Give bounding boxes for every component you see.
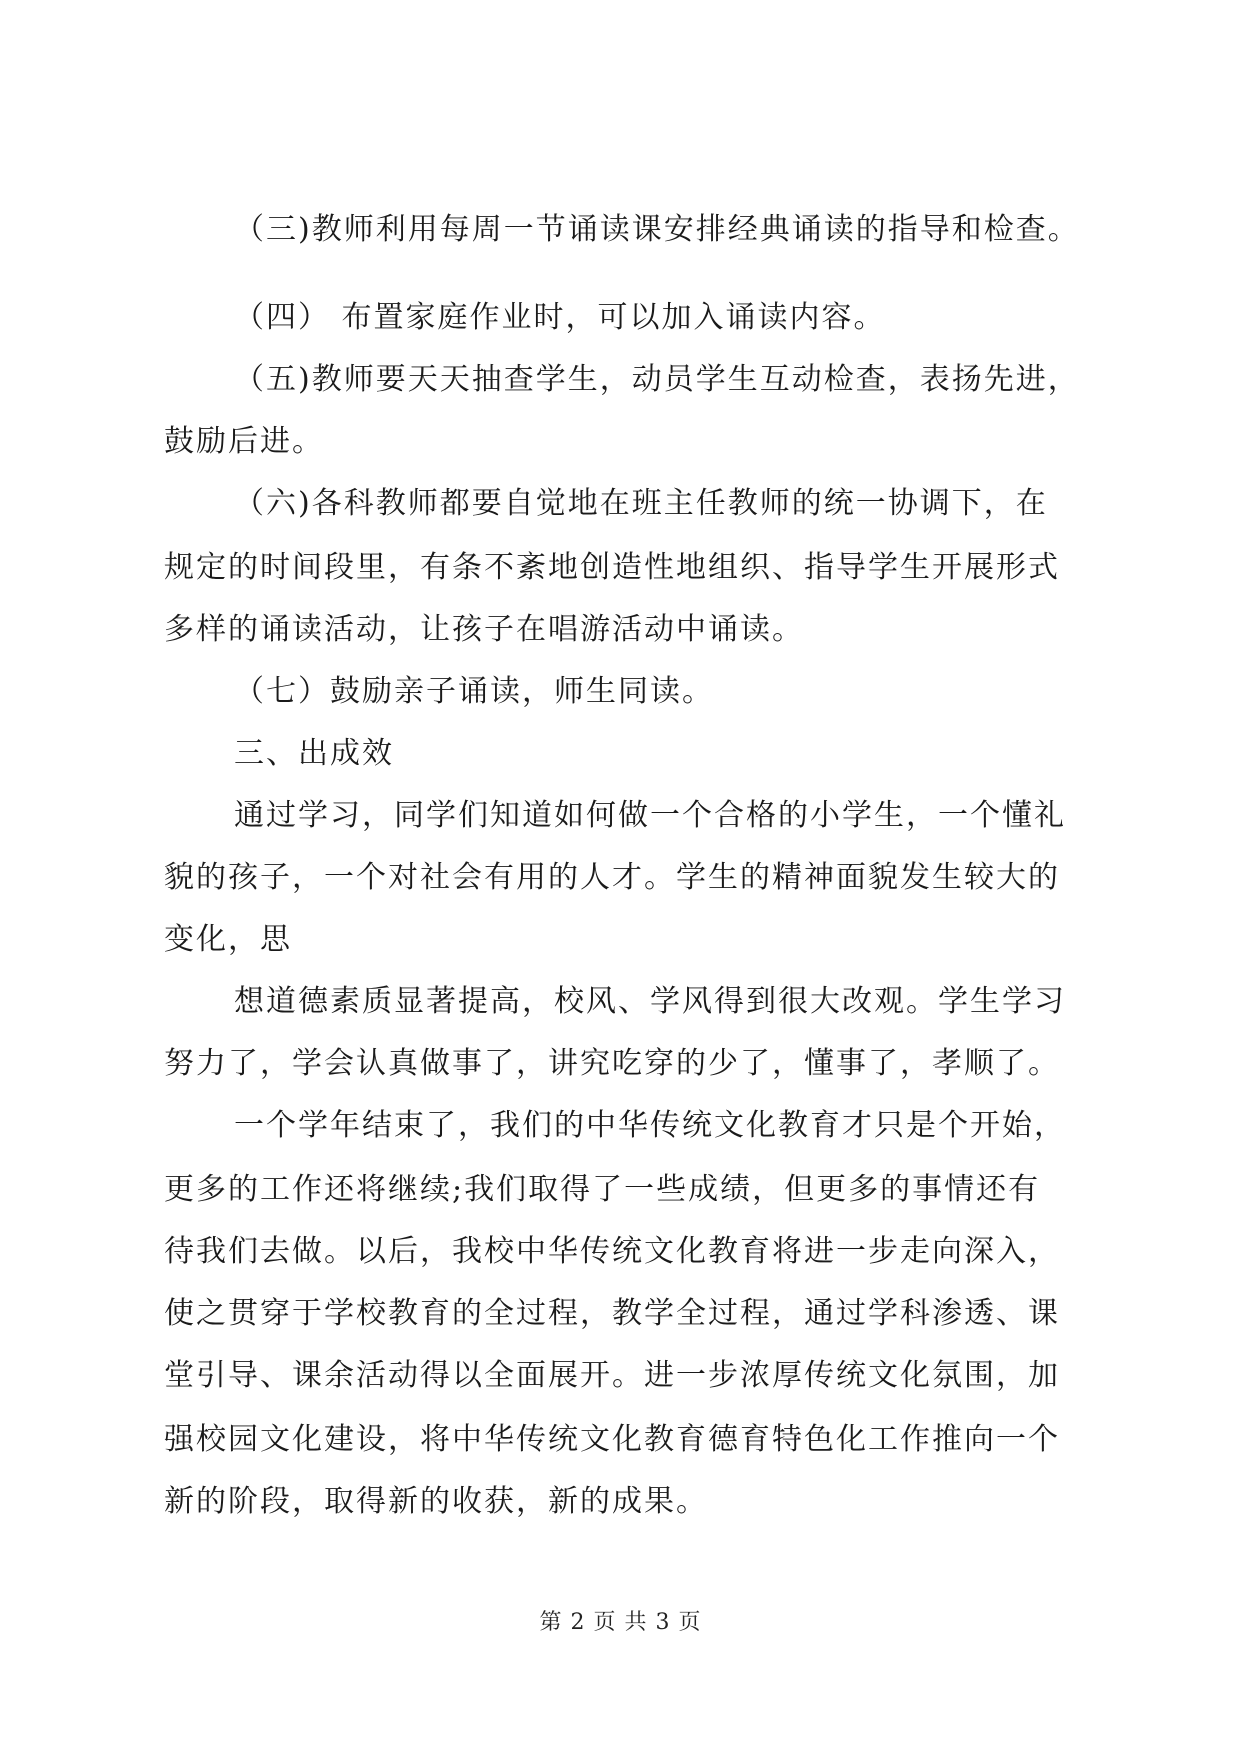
paragraph-item-6-line-2: 规定的时间段里，有条不紊地创造性地组织、指导学生开展形式 xyxy=(164,550,1060,585)
paragraph-results-line-3: 变化，思 xyxy=(164,922,292,957)
paragraph-item-5-line-1: （五)教师要天天抽查学生，动员学生互动检查，表扬先进， xyxy=(234,362,1080,397)
paragraph-conclusion-line-1: 一个学年结束了，我们的中华传统文化教育才只是个开始， xyxy=(234,1108,1066,1143)
paragraph-item-7: （七）鼓励亲子诵读，师生同读。 xyxy=(234,674,714,709)
paragraph-morals-line-1: 想道德素质显著提高，校风、学风得到很大改观。学生学习 xyxy=(234,984,1066,1019)
paragraph-item-5-line-2: 鼓励后进。 xyxy=(164,424,324,459)
paragraph-results-line-2: 貌的孩子，一个对社会有用的人才。学生的精神面貌发生较大的 xyxy=(164,860,1060,895)
section-heading: 三、出成效 xyxy=(234,736,394,771)
paragraph-item-6-line-1: （六)各科教师都要自觉地在班主任教师的统一协调下，在 xyxy=(234,486,1048,521)
page-number-footer: 第 2 页 共 3 页 xyxy=(539,1610,702,1635)
paragraph-conclusion-line-7: 新的阶段，取得新的收获，新的成果。 xyxy=(164,1484,708,1519)
paragraph-item-4: （四） 布置家庭作业时，可以加入诵读内容。 xyxy=(234,300,886,335)
paragraph-conclusion-line-4: 使之贯穿于学校教育的全过程，教学全过程，通过学科渗透、课 xyxy=(164,1296,1060,1331)
paragraph-results-line-1: 通过学习，同学们知道如何做一个合格的小学生，一个懂礼 xyxy=(234,798,1066,833)
paragraph-conclusion-line-3: 待我们去做。以后，我校中华传统文化教育将进一步走向深入， xyxy=(164,1234,1060,1269)
paragraph-conclusion-line-2: 更多的工作还将继续;我们取得了一些成绩，但更多的事情还有 xyxy=(164,1172,1041,1207)
paragraph-item-3: （三)教师利用每周一节诵读课安排经典诵读的指导和检查。 xyxy=(234,212,1080,247)
paragraph-item-6-line-3: 多样的诵读活动，让孩子在唱游活动中诵读。 xyxy=(164,612,804,647)
paragraph-morals-line-2: 努力了，学会认真做事了，讲究吃穿的少了，懂事了，孝顺了。 xyxy=(164,1046,1060,1081)
paragraph-conclusion-line-5: 堂引导、课余活动得以全面展开。进一步浓厚传统文化氛围，加 xyxy=(164,1358,1060,1393)
paragraph-conclusion-line-6: 强校园文化建设，将中华传统文化教育德育特色化工作推向一个 xyxy=(164,1422,1060,1457)
